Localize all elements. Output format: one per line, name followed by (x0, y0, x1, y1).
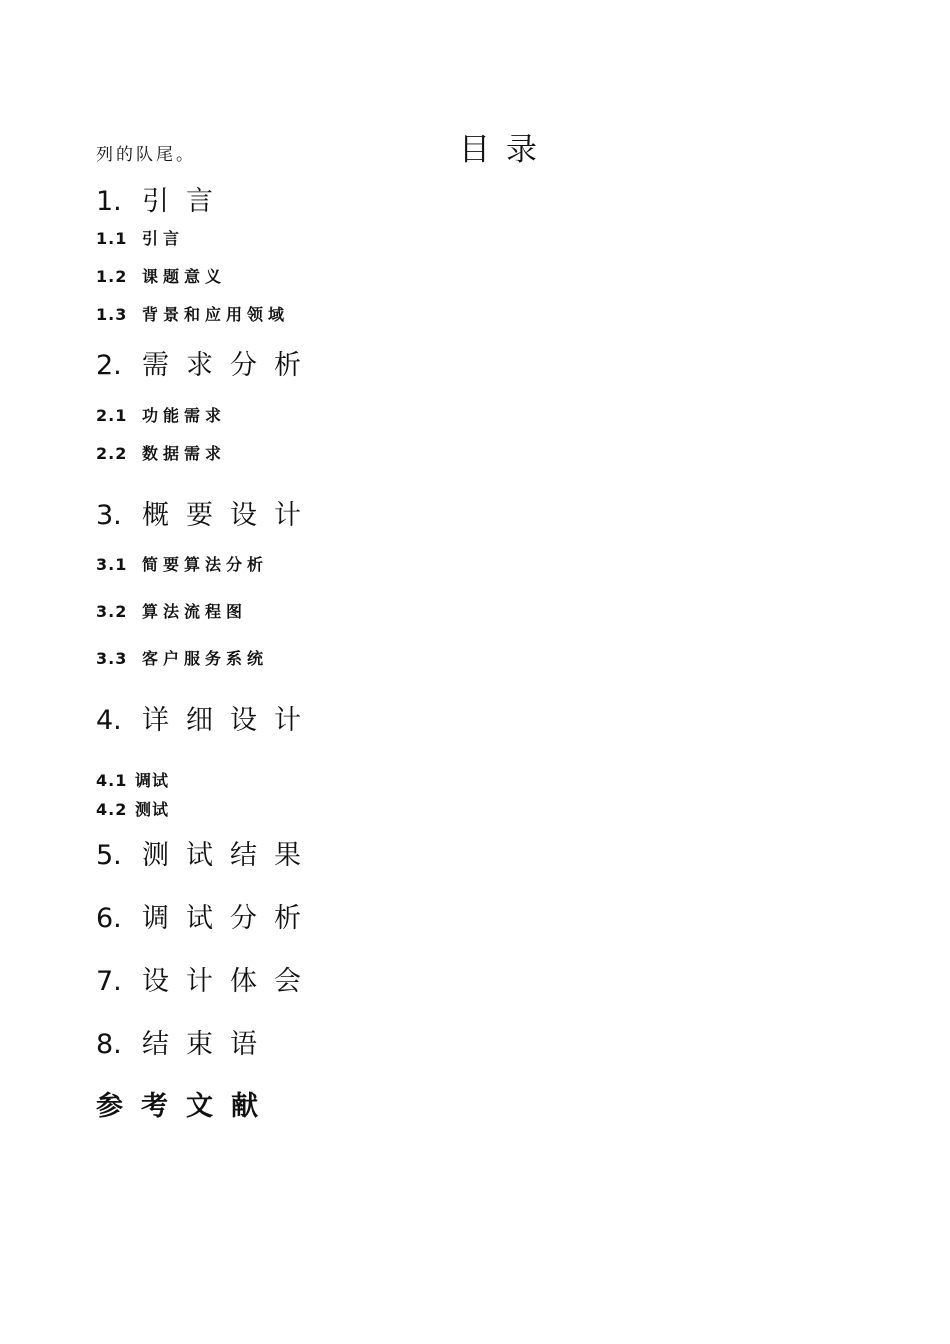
toc-entry-number: 3.3 (96, 649, 128, 668)
toc-entry-2[interactable] (96, 352, 318, 379)
toc-entry-number: 7. (96, 966, 122, 997)
toc-entry-title: 调试分析 (142, 903, 318, 934)
toc-entry-title: 详细设计 (142, 705, 318, 736)
toc-entry-4-1[interactable] (96, 773, 169, 789)
toc-entry-title: 调试 (135, 771, 170, 790)
toc-entry-number: 2.2 (96, 444, 128, 463)
toc-entry-title: 课题意义 (142, 267, 227, 286)
toc-entry-4[interactable] (96, 707, 318, 734)
references-heading[interactable]: 参考文献 (96, 1091, 276, 1122)
toc-entry-2-1[interactable] (96, 408, 226, 424)
toc-entry-title: 设计体会 (142, 966, 318, 997)
toc-entry-title: 数据需求 (142, 444, 227, 463)
toc-entry-number: 5. (96, 840, 122, 871)
toc-entry-title: 算法流程图 (142, 602, 248, 621)
toc-entry-1[interactable] (96, 188, 230, 215)
toc-entry-number: 2.1 (96, 406, 128, 425)
toc-entry-3-1[interactable] (96, 557, 268, 573)
toc-entry-title: 概要设计 (142, 500, 318, 531)
toc-entry-8[interactable] (96, 1031, 274, 1058)
toc-entry-title: 引言 (142, 186, 230, 217)
toc-entry-number: 1. (96, 186, 122, 217)
toc-entry-number: 1.3 (96, 305, 128, 324)
toc-entry-number: 8. (96, 1029, 122, 1060)
toc-entry-5[interactable] (96, 842, 318, 869)
toc-title: 目录 (459, 132, 553, 168)
toc-entry-title: 引言 (142, 229, 185, 248)
toc-entry-number: 1.1 (96, 229, 128, 248)
toc-entry-3-2[interactable] (96, 604, 247, 620)
toc-entry-title: 简要算法分析 (142, 555, 269, 574)
carryover-text: 列的队尾。 (96, 145, 196, 165)
toc-entry-3[interactable] (96, 502, 318, 529)
toc-entry-2-2[interactable] (96, 446, 226, 462)
toc-entry-7[interactable] (96, 968, 318, 995)
toc-entry-number: 4.2 (96, 800, 128, 819)
toc-entry-number: 3. (96, 500, 122, 531)
toc-entry-1-2[interactable] (96, 269, 226, 285)
toc-entry-title: 背景和应用领域 (142, 305, 290, 324)
toc-entry-title: 功能需求 (142, 406, 227, 425)
toc-entry-number: 4. (96, 705, 122, 736)
toc-entry-number: 3.1 (96, 555, 128, 574)
toc-entry-title: 客户服务系统 (142, 649, 269, 668)
toc-entry-number: 4.1 (96, 771, 128, 790)
toc-entry-title: 结束语 (142, 1029, 274, 1060)
toc-entry-title: 测试 (135, 800, 170, 819)
toc-entry-3-3[interactable] (96, 651, 268, 667)
toc-entry-6[interactable] (96, 905, 318, 932)
toc-entry-title: 需求分析 (142, 350, 318, 381)
toc-entry-1-1[interactable] (96, 231, 184, 247)
toc-entry-title: 测试结果 (142, 840, 318, 871)
toc-entry-number: 1.2 (96, 267, 128, 286)
toc-entry-number: 6. (96, 903, 122, 934)
toc-entry-1-3[interactable] (96, 307, 289, 323)
toc-entry-number: 2. (96, 350, 122, 381)
toc-entry-number: 3.2 (96, 602, 128, 621)
toc-entry-4-2[interactable] (96, 802, 169, 818)
